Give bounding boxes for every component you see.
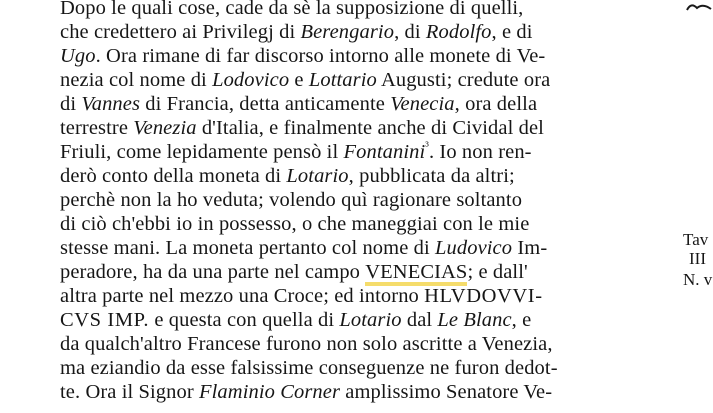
body-text-segment: d'Italia, e finalmente anche di Cividal del	[196, 117, 544, 139]
body-text-segment: dal	[401, 309, 438, 331]
italic-text: Venezia	[133, 117, 197, 139]
italic-text: Ludovico	[435, 237, 513, 259]
italic-text: Vannes	[81, 93, 141, 115]
body-text-segment: , e	[511, 309, 532, 331]
inscription-text: HLVDOVVI-	[424, 285, 543, 307]
italic-text: Lotario	[286, 165, 349, 187]
body-text-segment: Friuli, come lepidamente pensò il	[60, 141, 344, 163]
body-text-segment: , e di	[491, 21, 533, 43]
body-text-segment: perchè non la ho veduta; volendo quì ragionare soltanto	[60, 189, 523, 211]
body-text-segment: Im-	[512, 237, 548, 259]
text-line	[60, 0, 523, 20]
margin-note-numeral: III	[689, 249, 706, 268]
body-text-segment: nezia col nome di	[60, 69, 213, 91]
body-text-segment: , di	[394, 21, 426, 43]
italic-text: Berengario	[300, 21, 395, 43]
body-text-segment: e	[289, 69, 309, 91]
highlighted-word: VENECIAS	[365, 261, 468, 283]
body-text-segment: , pubblicata da altri;	[348, 165, 515, 187]
margin-note-tav: Tav	[683, 230, 709, 249]
page-edge-mark	[685, 0, 713, 13]
body-text-segment: peradore, ha da una parte nel campo	[60, 261, 366, 283]
text-line	[60, 20, 533, 44]
text-line	[60, 68, 550, 92]
italic-text: Lotario	[339, 309, 402, 331]
body-text-segment: stesse mani. La moneta pertanto col nome di	[60, 237, 436, 259]
body-text-segment: . Io non ren-	[428, 141, 532, 163]
text-line	[60, 164, 515, 188]
text-line	[60, 116, 544, 140]
text-line	[60, 92, 537, 116]
italic-text: Venecia	[390, 93, 455, 115]
italic-text: Rodolfo	[425, 21, 492, 43]
body-text-segment: di ciò ch'ebbi io in possesso, o che maneggiai con le mie	[60, 213, 530, 235]
text-line	[60, 188, 522, 212]
body-text-segment: . Ora rimane di far discorso intorno alle monete di Ve-	[95, 45, 546, 67]
inscription-text: CVS IMP.	[60, 309, 150, 331]
body-text-segment: da qualch'altro Francese furono non solo ascritte a Venezia,	[60, 333, 553, 355]
text-line	[60, 140, 532, 164]
body-text-segment: , ora della	[454, 93, 538, 115]
body-text-segment: di Francia, detta anticamente	[140, 93, 391, 115]
body-text-segment: derò conto della moneta di	[60, 165, 287, 187]
text-line	[60, 284, 543, 308]
italic-text: Fontanini	[343, 141, 426, 163]
body-text-segment: ; e dall'	[467, 261, 528, 283]
italic-text: Le Blanc	[437, 309, 512, 331]
footnote-marker: ³	[425, 139, 429, 154]
body-text-segment: ma eziandio da esse falsissime conseguenze ne furon dedot-	[60, 357, 558, 379]
body-text-segment: terrestre	[60, 117, 134, 139]
body-text-segment: Augusti; credute ora	[376, 69, 551, 91]
body-text-segment: altra parte nel mezzo una Croce; ed intorno	[60, 285, 425, 307]
italic-text: Lodovico	[212, 69, 290, 91]
body-text-segment: e questa con quella di	[149, 309, 340, 331]
text-line	[60, 44, 545, 68]
text-line	[60, 236, 547, 260]
margin-note-number: N. v	[683, 270, 713, 289]
text-line	[60, 260, 528, 284]
text-line	[60, 356, 558, 380]
text-line	[60, 380, 552, 404]
text-line	[60, 212, 529, 236]
text-line	[60, 332, 553, 356]
italic-text: Flaminio Corner	[199, 381, 341, 403]
italic-text: Ugo	[60, 45, 96, 67]
text-line	[60, 308, 531, 332]
body-text-segment: amplissimo Senatore Ve-	[340, 381, 553, 403]
italic-text: Lottario	[308, 69, 377, 91]
body-text-segment: te. Ora il Signor	[60, 381, 200, 403]
body-text-segment: Dopo le quali cose, cade da sè la supposizione di quelli,	[60, 0, 524, 19]
body-text-segment: di	[60, 93, 82, 115]
body-text-segment: che credettero ai Privilegj di	[60, 21, 301, 43]
highlighted-inscription	[365, 260, 467, 284]
